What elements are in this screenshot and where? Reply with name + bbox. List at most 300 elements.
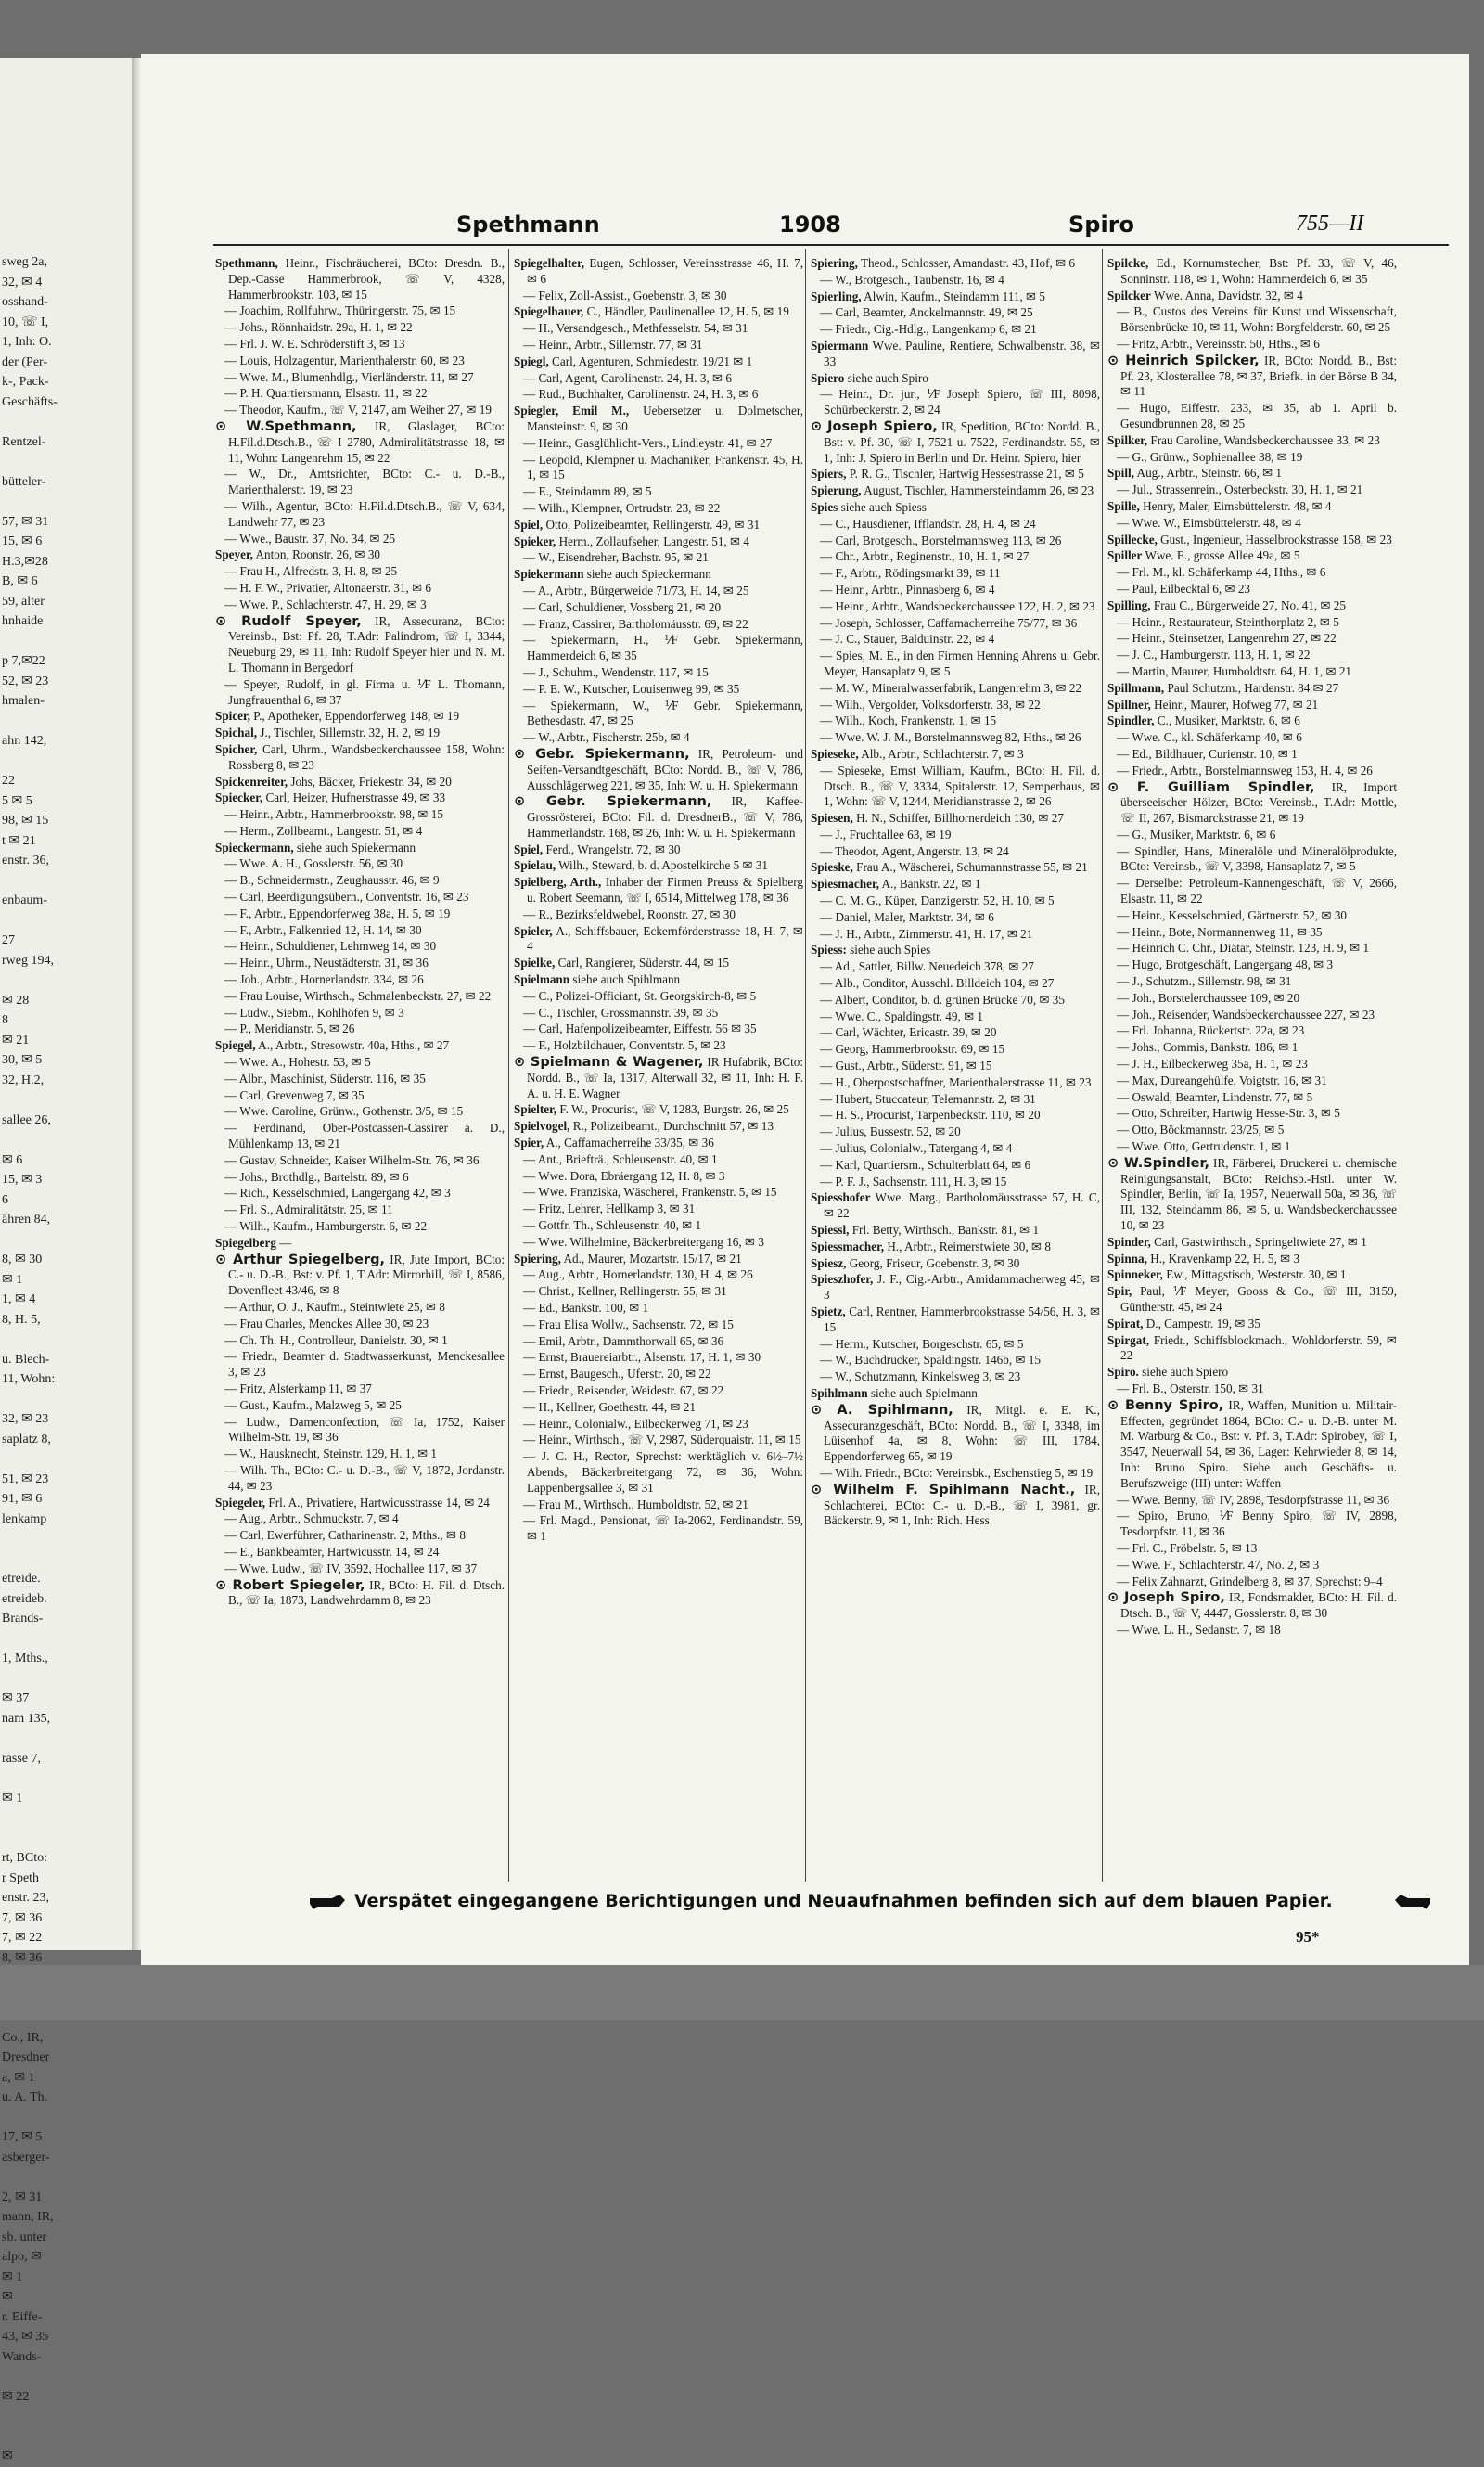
fragment-line: 2, ✉ 31: [2, 2190, 43, 2204]
entry-details: P., Meridianstr. 5, ✉ 26: [239, 1021, 355, 1036]
entry-details: Rud., Buchhalter, Carolinenstr. 24, H. 3, ✉ 6: [538, 387, 759, 402]
fragment-line: 43, ✉ 35: [2, 2330, 49, 2344]
entry-surname: Spieseke,: [811, 746, 859, 761]
entry-details: IR, Jute Import, BCto: C.- u. D.-B., Bst: v. Pf. 1, T.Adr: Mirrorhill, ☏ I, 8586, Dovenfleet 43/46, ✉ 8: [228, 1252, 505, 1298]
directory-entry: — Heinr., Restaurateur, Steinthorplatz 2, ✉ 5: [1117, 614, 1339, 629]
directory-entry: [811, 811, 1100, 827]
directory-entry: [811, 371, 1100, 387]
entry-details: Fritz, Lehrer, Hellkamp 3, ✉ 31: [538, 1201, 696, 1216]
entry-surname: Spinna,: [1107, 1251, 1147, 1266]
directory-entry: — Carl, Hafenpolizeibeamter, Eiffestr. 56 ✉ 35: [523, 1021, 757, 1036]
directory-entry: — Carl, Agent, Carolinenstr. 24, H. 3, ✉ 6: [523, 370, 732, 385]
entry-details: Heinr., Arbtr., Pinnasberg 6, ✉ 4: [835, 582, 995, 597]
entry-details: Wwe. Wilhelmine, Bäckerbreitergang 16, ✉ 3: [538, 1234, 764, 1249]
entry-surname: Spiegelhauer,: [514, 304, 584, 319]
directory-entry: — Wilh. Th., BCto: C.- u. D.-B., ☏ V, 1872, Jordanstr. 44, ✉ 23: [224, 1462, 505, 1493]
directory-entry: [811, 483, 1100, 499]
directory-entry: [811, 1403, 1100, 1465]
directory-entry: — F., Arbtr., Rödingsmarkt 39, ✉ 11: [820, 566, 1001, 581]
entry-details: Frl. Johanna, Rückertstr. 22a, ✉ 23: [1132, 1023, 1305, 1038]
entry-details: Martin, Maurer, Humboldtstr. 64, H. 1, ✉ 21: [1132, 663, 1352, 678]
entry-details: Johs., Rönnhaidstr. 29a, H. 1, ✉ 22: [239, 320, 413, 335]
entry-details: Wwe. E., grosse Allee 49a, ✉ 5: [1145, 548, 1300, 563]
entry-surname: Spilcker: [1107, 288, 1151, 302]
entry-details: Wwe. P., Schlachterstr. 47, H. 29, ✉ 3: [239, 597, 427, 611]
firm-name: ⊙ Spielmann & Wagener,: [514, 1055, 704, 1071]
entry-details: Frau Louise, Wirthsch., Schmalenbeckstr. 27, ✉ 22: [239, 988, 492, 1003]
directory-entry: [1107, 681, 1397, 697]
directory-entry: — Heinr., Arbtr., Hammerbrookstr. 98, ✉ 15: [224, 807, 443, 822]
directory-entry: — Wwe. P., Schlachterstr. 47, H. 29, ✉ 3: [224, 597, 427, 611]
entry-details: Friedr., Schiffsblockmach., Wohldorferstr. 59, ✉ 22: [1120, 1332, 1397, 1363]
directory-entry: — Ferdinand, Ober-Postcassen-Cassirer a. D., Mühlenkamp 13, ✉ 21: [224, 1121, 505, 1151]
entry-details: Georg, Friseur, Goebenstr. 3, ✉ 30: [849, 1255, 1020, 1270]
entry-details: Frl. J. W. E. Schröderstift 3, ✉ 13: [239, 336, 405, 351]
entry-details: IR, Fondsmakler, BCto: H. Fil. d. Dtsch. B., ☏ V, 4447, Gosslerstr. 8, ✉ 30: [1120, 1590, 1397, 1621]
fragment-line: ✉ 1: [2, 2269, 23, 2284]
entry-details: Arthur, O. J., Kaufm., Steintwiete 25, ✉ 8: [238, 1300, 445, 1314]
fragment-line: 98, ✉ 15: [2, 814, 49, 828]
entry-details: Gust., Kaufm., Malzweg 5, ✉ 25: [239, 1397, 402, 1412]
fragment-line: 22: [2, 774, 15, 788]
fragment-line: 8, ✉ 30: [2, 1253, 43, 1266]
fragment-line: lenkamp: [2, 1511, 47, 1526]
directory-entry: [1107, 698, 1397, 713]
fragment-line: enbaum-: [2, 893, 47, 907]
directory-entry: — H., Oberpostschaffner, Marienthalerstrasse 11, ✉ 23: [820, 1074, 1092, 1089]
fragment-line: [2, 1090, 128, 1111]
entry-surname: Spichal,: [215, 726, 258, 740]
directory-entry: — Martin, Maurer, Humboldtstr. 64, H. 1, ✉ 21: [1117, 663, 1352, 678]
directory-entry: — Wwe. L. H., Sedanstr. 7, ✉ 18: [1117, 1622, 1281, 1637]
entry-details: Karl, Quartiersm., Schulterblatt 64, ✉ 6: [835, 1157, 1031, 1172]
fragment-line: 10, ☏ I,: [2, 315, 49, 329]
directory-entry: — Friedr., Arbtr., Borstelmannsweg 153, H. 4, ✉ 26: [1117, 763, 1373, 777]
entry-details: Herm., Zollaufseher, Langestr. 51, ✉ 4: [558, 533, 749, 548]
entry-details: E., Bankbeamter, Hartwicusstr. 14, ✉ 24: [239, 1544, 440, 1559]
entry-details: Frau C., Bürgerweide 27, No. 41, ✉ 25: [1153, 597, 1346, 612]
entry-surname: Spinneker,: [1107, 1267, 1163, 1282]
entry-details: Joh., Arbtr., Hornerlandstr. 334, ✉ 26: [239, 972, 424, 987]
directory-entry: — Rich., Kesselschmied, Langergang 42, ✉ 3: [224, 1186, 451, 1201]
footer-note: Verspätet eingegangene Berichtigungen und Neuaufnahmen befinden sich auf dem blauen Papier.: [354, 1891, 1333, 1911]
entry-surname: Spillmann,: [1107, 680, 1165, 695]
entry-details: Gottfr. Th., Schleusenstr. 40, ✉ 1: [538, 1218, 702, 1233]
entry-details: Heinr., Wirthsch., ☏ V, 2987, Süderquaistr. 11, ✉ 15: [538, 1433, 801, 1447]
directory-entry: [1107, 713, 1397, 729]
entry-details: siehe auch Spiekermann: [296, 840, 416, 854]
directory-entry: — J., Schuhm., Wendenstr. 117, ✉ 15: [523, 664, 709, 679]
entry-surname: Spiers,: [811, 467, 847, 482]
directory-entry: — Frau M., Wirthsch., Humboldtstr. 52, ✉ 21: [523, 1497, 748, 1511]
fragment-line: 6: [2, 1192, 8, 1207]
fragment-line: 52, ✉ 23: [2, 674, 49, 688]
directory-entry: — Ludw., Damenconfection, ☏ Ia, 1752, Kaiser Wilhelm-Str. 19, ✉ 36: [224, 1414, 505, 1445]
entry-details: siehe auch Spiero: [1142, 1365, 1229, 1380]
directory-entry: — Ch. Th. H., Controlleur, Danielstr. 30, ✉ 1: [224, 1332, 448, 1347]
fragment-line: r Speth: [2, 1870, 40, 1885]
directory-entry: — Hugo, Brotgeschäft, Langergang 48, ✉ 3: [1117, 957, 1334, 972]
entry-surname: Spiegelhalter,: [514, 256, 585, 270]
directory-entry: — Herm., Zollbeamt., Langestr. 51, ✉ 4: [224, 823, 423, 838]
directory-entry: — E., Bankbeamter, Hartwicusstr. 14, ✉ 24: [224, 1544, 440, 1559]
directory-entry: — Paul, Eilbecktal 6, ✉ 23: [1117, 581, 1251, 596]
directory-entry: — Fritz, Lehrer, Hellkamp 3, ✉ 31: [523, 1201, 696, 1216]
fragment-line: 32, ✉ 23: [2, 1412, 49, 1426]
entry-details: Spindler, Hans, Mineralöle und Mineralölprodukte, BCto: Vereinsb., ☏ V, 3398, Hansaplatz 7, ✉ 5: [1120, 843, 1398, 874]
entry-details: Uebersetzer u. Dolmetscher, Mansteinstr. 9, ✉ 30: [527, 404, 803, 433]
directory-entry: — Felix, Zoll-Assist., Goebenstr. 3, ✉ 30: [523, 288, 727, 302]
entry-details: W., Schutzmann, Kinkelsweg 3, ✉ 23: [835, 1369, 1021, 1384]
directory-entry: [215, 709, 505, 725]
entry-details: IR, Schlachterei, BCto: C.- u. D.-B., ☏ I, 3981, gr. Bäckerstr. 9, ✉ 1, Inh: Rich. Hess: [824, 1482, 1100, 1528]
entry-details: IR, Import überseeischer Hölzer, BCto: Vereinsb., T.Adr: Mottle, ☏ II, 267, Bismarckstrasse 21, ✉ 19: [1120, 779, 1398, 826]
entry-surname: Spielke,: [514, 956, 556, 970]
entry-details: Wilh., Koch, Frankenstr. 1, ✉ 15: [835, 713, 997, 728]
entry-details: Anton, Roonstr. 26, ✉ 30: [255, 547, 381, 562]
entry-details: Carl, Hafenpolizeibeamter, Eiffestr. 56 ✉ 35: [538, 1021, 757, 1036]
entry-surname: Spihlmann: [811, 1385, 868, 1400]
entry-details: Wwe. C., Spaldingstr. 49, ✉ 1: [835, 1009, 984, 1023]
directory-entry: [811, 256, 1100, 272]
entry-details: Heinr., Colonialw., Eilbeckerweg 71, ✉ 23: [538, 1416, 748, 1431]
directory-entry: — Joh., Reisender, Wandsbeckerchaussee 227, ✉ 23: [1117, 1007, 1375, 1021]
entry-details: siehe auch Spieckermann: [586, 567, 711, 582]
entry-surname: Spilcke,: [1107, 256, 1149, 270]
entry-details: H., Arbtr., Reimerstwiete 30, ✉ 8: [887, 1239, 1051, 1253]
entry-details: Ant., Briefträ., Schleusenstr. 40, ✉ 1: [537, 1151, 718, 1166]
directory-entry: — Spiekermann, W., ⅟F Gebr. Spiekermann, Bethesdastr. 47, ✉ 25: [523, 698, 803, 728]
directory-entry: [811, 289, 1100, 305]
entry-surname: Spicer,: [215, 709, 250, 724]
entry-details: Ernst, Baugesch., Uferstr. 20, ✉ 22: [538, 1367, 711, 1381]
entry-details: Friedr., Reisender, Weidestr. 67, ✉ 22: [538, 1382, 724, 1397]
entry-surname: Spieker,: [514, 533, 556, 548]
directory-entry: — Heinr., Gasglühlicht-Vers., Lindleystr. 41, ✉ 27: [523, 435, 773, 450]
directory-entry: [215, 1496, 505, 1511]
header-rule: [213, 244, 1449, 246]
entry-details: IR, BCto: H. Fil. d. Dtsch. B., ☏ Ia, 1873, Landwehrdamm 8, ✉ 23: [228, 1577, 505, 1608]
entry-details: Carl, Wächter, Ericastr. 39, ✉ 20: [835, 1025, 997, 1040]
fragment-line: ✉ 6: [2, 1152, 23, 1167]
entry-details: Heinr., Bote, Normannenweg 11, ✉ 35: [1132, 924, 1323, 939]
entry-details: F., Arbtr., Rödingsmarkt 39, ✉ 11: [835, 566, 1001, 581]
directory-entry: [1107, 1252, 1397, 1267]
fragment-line: k-, Pack-: [2, 375, 49, 389]
directory-entry: — Friedr., Beamter d. Stadtwasserkunst, Menckesallee 3, ✉ 23: [224, 1349, 505, 1380]
fragment-line: Wands-: [2, 2349, 42, 2364]
directory-entry: — Ludw., Siebm., Kohlhöfen 9, ✉ 3: [224, 1005, 404, 1020]
entry-details: Friedr., Arbtr., Borstelmannsweg 153, H. 4, ✉ 26: [1132, 763, 1373, 777]
entry-details: Carl, Uhrm., Wandsbeckerchaussee 158, Wohn: Rossberg 8, ✉ 23: [228, 741, 505, 772]
entry-details: A., Bankstr. 22, ✉ 1: [881, 877, 981, 892]
entry-details: W., Arbtr., Fischerstr. 25b, ✉ 4: [538, 730, 690, 745]
fragment-line: 8: [2, 1013, 8, 1027]
directory-entry: — Chr., Arbtr., Reginenstr., 10, H. 1, ✉ 27: [820, 549, 1030, 564]
fragment-line: [2, 1230, 128, 1251]
fragment-line: [2, 1829, 128, 1849]
firm-name: ⊙ A. Spihlmann,: [811, 1402, 953, 1418]
previous-page-fragments: [2, 252, 128, 2467]
entry-surname: Spierling,: [811, 289, 862, 303]
fragment-line: ahn 142,: [2, 734, 47, 748]
entry-surname: Spiero: [811, 370, 845, 385]
entry-details: Carl, Rentner, Hammerbrookstrasse 54/56, H. 3, ✉ 15: [824, 1304, 1100, 1334]
directory-entry: — J. C., Stauer, Balduinstr. 22, ✉ 4: [820, 632, 995, 647]
entry-surname: Spielberg, Arth.,: [514, 875, 602, 890]
directory-entry: — Emil, Arbtr., Dammthorwall 65, ✉ 36: [523, 1333, 724, 1348]
entry-details: Julius, Colonialw., Tatergang 4, ✉ 4: [835, 1141, 1013, 1156]
entry-details: Julius, Bussestr. 52, ✉ 20: [835, 1124, 961, 1139]
directory-entry: [811, 500, 1100, 516]
entry-details: Theodor, Kaufm., ☏ V, 2147, am Weiher 27, ✉ 19: [239, 403, 492, 418]
directory-entry: [1107, 353, 1397, 400]
directory-entry: — Wwe. F., Schlachterstr. 47, No. 2, ✉ 3: [1117, 1557, 1320, 1572]
entry-details: A., Arbtr., Bürgerweide 71/73, H. 14, ✉ 25: [537, 583, 749, 597]
directory-entry: [215, 419, 505, 466]
directory-entry: — Wwe. W., Eimsbüttelerstr. 48, ✉ 4: [1117, 515, 1301, 530]
directory-entry: — H. S., Procurist, Tarpenbeckstr. 110, ✉ 20: [820, 1108, 1041, 1123]
fragment-line: [2, 1390, 128, 1410]
directory-entry: — Frl. Johanna, Rückertstr. 22a, ✉ 23: [1117, 1023, 1305, 1038]
entry-details: J. C., Stauer, Balduinstr. 22, ✉ 4: [835, 632, 995, 647]
entry-surname: Spiering,: [811, 256, 858, 270]
entry-details: H., Kravenkamp 22, H. 5, ✉ 3: [1150, 1251, 1300, 1266]
entry-details: Herm., Kutscher, Borgeschstr. 65, ✉ 5: [835, 1336, 1024, 1351]
entry-surname: Spiro.: [1107, 1365, 1139, 1380]
fragment-line: [2, 970, 128, 991]
entry-details: J., Schuhm., Wendenstr. 117, ✉ 15: [538, 664, 709, 679]
fragment-line: [2, 1768, 128, 1789]
page-number: 755—II: [1296, 212, 1364, 236]
fragment-line: u. A. Th.: [2, 2090, 48, 2104]
entry-details: C., Hausdiener, Ifflandstr. 28, H. 4, ✉ 24: [835, 516, 1036, 531]
previous-page-edge: [0, 58, 132, 2463]
entry-details: Friedr., Beamter d. Stadtwasserkunst, Menckesallee 3, ✉ 23: [228, 1349, 505, 1380]
entry-details: Carl, Agent, Carolinenstr. 24, H. 3, ✉ 6: [538, 370, 732, 385]
entry-details: C. M. G., Küper, Danzigerstr. 52, H. 10, ✉ 5: [835, 893, 1055, 908]
entry-details: Heinrich C. Chr., Diätar, Steinstr. 123, H. 9, ✉ 1: [1132, 941, 1370, 956]
fragment-line: [2, 492, 128, 512]
entry-details: Hugo, Brotgeschäft, Langergang 48, ✉ 3: [1132, 957, 1334, 972]
entry-details: Wwe. Benny, ☏ IV, 2898, Tesdorpfstrasse 11, ✉ 36: [1132, 1492, 1390, 1507]
directory-entry: [215, 1236, 505, 1252]
entry-surname: Spiegel,: [215, 1038, 256, 1053]
entry-details: G., Grünw., Sophienallee 38, ✉ 19: [1132, 449, 1303, 464]
entry-details: siehe auch Spielmann: [870, 1385, 978, 1400]
entry-details: Frl. S., Admiralitätstr. 25, ✉ 11: [239, 1202, 393, 1217]
entry-surname: Spilker,: [1107, 432, 1148, 447]
directory-entry: [811, 1272, 1100, 1304]
fragment-line: t ✉ 21: [2, 833, 36, 848]
fragment-line: sallee 26,: [2, 1112, 51, 1127]
entry-details: C., Händler, Paulinenallee 12, H. 5, ✉ 19: [586, 304, 789, 319]
directory-entry: [514, 1119, 803, 1135]
directory-entry: — J., Fruchtallee 63, ✉ 19: [820, 827, 952, 842]
fragment-line: a, ✉ 1: [2, 2070, 35, 2085]
fragment-line: ✉ 21: [2, 1033, 30, 1047]
entry-details: Alwin, Kaufm., Steindamm 111, ✉ 5: [864, 289, 1045, 303]
directory-entry: — H., Kellner, Goethestr. 44, ✉ 21: [523, 1399, 696, 1414]
fragment-line: 15, ✉ 3: [2, 1173, 43, 1187]
directory-entry: — Ed., Bildhauer, Curienstr. 10, ✉ 1: [1117, 746, 1298, 761]
entry-details: Wilh. Friedr., BCto: Vereinsbk., Eschenstieg 5, ✉ 19: [835, 1465, 1094, 1480]
entry-details: Paul, ⅟F Meyer, Gooss & Co., ☏ III, 3159, Güntherstr. 45, ✉ 24: [1120, 1284, 1397, 1314]
entry-details: W., Dr., Amtsrichter, BCto: C.- u. D.-B., Marienthalerstr. 19, ✉ 23: [228, 467, 505, 497]
directory-entry: — Wwe. M., Blumenhdlg., Vierländerstr. 11, ✉ 27: [224, 369, 474, 384]
fragment-line: Co., IR,: [2, 2030, 44, 2045]
entry-details: Derselbe: Petroleum-Kannengeschäft, ☏ V, 2666, Elsastr. 11, ✉ 22: [1120, 876, 1398, 906]
directory-entry: [1107, 1333, 1397, 1365]
entry-surname: Spieszhofer,: [811, 1272, 874, 1287]
directory-entry: — A., Arbtr., Bürgerweide 71/73, H. 14, ✉ 25: [523, 583, 749, 597]
fragment-line: [2, 1728, 128, 1749]
entry-details: F., Arbtr., Eppendorferweg 38a, H. 5, ✉ 19: [239, 906, 451, 920]
entry-surname: Spielmann: [514, 972, 570, 987]
entry-details: Gustav, Schneider, Kaiser Wilhelm-Str. 76, ✉ 36: [239, 1152, 480, 1167]
entry-surname: Spiess:: [811, 943, 847, 957]
pointing-hand-icon: [308, 1893, 347, 1909]
entry-details: Paul Schutzm., Hardenstr. 84 ✉ 27: [1167, 680, 1339, 695]
directory-entry: — Wwe. Ludw., ☏ IV, 3592, Hochallee 117, ✉ 37: [224, 1561, 478, 1575]
directory-entry: [215, 256, 505, 302]
fragment-line: p 7,✉22: [2, 654, 45, 668]
directory-entry: — F., Holzbildhauer, Conventstr. 5, ✉ 23: [523, 1038, 726, 1053]
directory-entry: — Otto, Böckmannstr. 23/25, ✉ 5: [1117, 1123, 1285, 1137]
directory-entry: — Frl. B., Osterstr. 150, ✉ 31: [1117, 1381, 1264, 1395]
directory-entry: — W., Buchdrucker, Spaldingstr. 146b, ✉ 15: [820, 1353, 1041, 1368]
entry-details: Gust., Arbtr., Süderstr. 91, ✉ 15: [835, 1059, 992, 1073]
entry-details: IR, Glaslager, BCto: H.Fil.d.Dtsch.B., ☏ I 2780, Admiralitätstrasse 18, ✉ 11, Wohn: Langenrehm 15, ✉ 22: [228, 418, 505, 465]
entry-details: Frau Elisa Wollw., Sachsenstr. 72, ✉ 15: [538, 1317, 734, 1331]
entry-surname: Spierung,: [811, 483, 862, 498]
directory-entry: — Wwe. C., kl. Schäferkamp 40, ✉ 6: [1117, 730, 1302, 745]
entry-surname: Spiel,: [514, 517, 544, 532]
entry-details: Aug., Arbtr., Schmuckstr. 7, ✉ 4: [238, 1511, 399, 1526]
directory-entry: — Wwe. Otto, Gertrudenstr. 1, ✉ 1: [1117, 1139, 1291, 1154]
directory-column-1: [215, 256, 505, 1610]
scan-background: [0, 1965, 1484, 2020]
directory-entry: [811, 467, 1100, 482]
directory-entry: — Carl, Grevenweg 7, ✉ 35: [224, 1087, 365, 1102]
directory-entry: — Julius, Bussestr. 52, ✉ 20: [820, 1124, 961, 1139]
directory-entry: [811, 1190, 1100, 1222]
entry-details: Christ., Kellner, Rellingerstr. 55, ✉ 31: [538, 1284, 727, 1299]
entry-surname: Spinder,: [1107, 1234, 1151, 1249]
directory-entry: — Wwe. C., Spaldingstr. 49, ✉ 1: [820, 1009, 984, 1023]
directory-entry: — Gustav, Schneider, Kaiser Wilhelm-Str. 76, ✉ 36: [224, 1152, 480, 1167]
entry-details: B., Schneidermstr., Zeughausstr. 46, ✉ 9: [239, 873, 440, 888]
directory-entry: — H. F. W., Privatier, Altonaerstr. 31, ✉ 6: [224, 580, 432, 595]
fragment-line: [2, 2367, 128, 2387]
column-divider: [805, 249, 806, 1882]
directory-entry: [1107, 1235, 1397, 1251]
directory-entry: [215, 775, 505, 790]
entry-details: D., Campestr. 19, ✉ 35: [1145, 1316, 1260, 1330]
entry-details: J., Fruchtallee 63, ✉ 19: [835, 827, 952, 842]
fragment-line: 57, ✉ 31: [2, 514, 49, 529]
entry-details: Wwe. Franziska, Wäscherei, Frankenstr. 5, ✉ 15: [538, 1185, 777, 1200]
directory-entry: — Gust., Arbtr., Süderstr. 91, ✉ 15: [820, 1059, 992, 1073]
entry-details: Frl. A., Privatiere, Hartwicusstrasse 14, ✉ 24: [268, 1495, 490, 1510]
entry-details: IR, BCto: Nordd. B., Bst: Pf. 23, Klosterallee 78, ✉ 37, Briefk. in der Börse B 34, ✉ 11: [1120, 353, 1398, 399]
directory-entry: [1107, 256, 1397, 288]
entry-details: M. W., Mineralwasserfabrik, Langenrehm 3, ✉ 22: [835, 680, 1082, 695]
entry-details: Heinr., Kesselschmied, Gärtnerstr. 52, ✉ 30: [1132, 907, 1348, 922]
directory-entry: [514, 534, 803, 550]
fragment-line: 5 ✉ 5: [2, 793, 32, 808]
entry-details: August, Tischler, Hammersteindamm 26, ✉ 23: [864, 483, 1094, 498]
directory-entry: [1107, 548, 1397, 564]
entry-details: Frl. Betty, Wirthsch., Bankstr. 81, ✉ 1: [851, 1223, 1040, 1238]
entry-surname: Spiering,: [514, 1251, 561, 1266]
entry-details: Ed., Bildhauer, Curienstr. 10, ✉ 1: [1132, 746, 1298, 761]
directory-entry: — P., Meridianstr. 5, ✉ 26: [224, 1021, 355, 1036]
directory-entry: — Aug., Arbtr., Schmuckstr. 7, ✉ 4: [224, 1511, 399, 1526]
directory-entry: — Joseph, Schlosser, Caffamacherreihe 75/77, ✉ 36: [820, 615, 1078, 630]
directory-entry: — Albert, Conditor, b. d. grünen Brücke 70, ✉ 35: [820, 992, 1065, 1007]
entry-surname: Spiegler, Emil M.,: [514, 404, 630, 418]
directory-entry: — Julius, Colonialw., Tatergang 4, ✉ 4: [820, 1141, 1013, 1156]
directory-entry: — Spindler, Hans, Mineralöle und Mineralölprodukte, BCto: Vereinsb., ☏ V, 3398, Hansaplatz 7, ✉ 5: [1117, 843, 1398, 874]
entry-details: Eugen, Schlosser, Vereinsstrasse 46, H. 7, ✉ 6: [527, 256, 804, 286]
directory-entry: — M. W., Mineralwasserfabrik, Langenrehm 3, ✉ 22: [820, 680, 1082, 695]
directory-entry: — Frau Louise, Wirthsch., Schmalenbeckstr. 27, ✉ 22: [224, 988, 492, 1003]
fragment-line: etreideb.: [2, 1591, 47, 1606]
entry-details: F., Arbtr., Falkenried 12, H. 14, ✉ 30: [239, 922, 422, 937]
entry-details: Albert, Conditor, b. d. grünen Brücke 70, ✉ 35: [834, 992, 1065, 1007]
entry-details: C., Musiker, Marktstr. 6, ✉ 6: [1157, 713, 1300, 728]
entry-details: Ed., Kornumstecher, Bst: Pf. 33, ☏ V, 46, Sonninstr. 118, ✉ 1, Wohn: Hammerdeich 6, ✉ 35: [1120, 256, 1397, 286]
directory-entry: [1107, 289, 1397, 304]
entry-details: Wilh., Steward, b. d. Apostelkirche 5 ✉ 31: [558, 858, 769, 873]
directory-entry: — Wwe. Benny, ☏ IV, 2898, Tesdorpfstrasse 11, ✉ 36: [1117, 1492, 1390, 1507]
entry-details: Louis, Holzagentur, Marienthalerstr. 60, ✉ 23: [239, 353, 465, 367]
fragment-line: [2, 1130, 128, 1150]
directory-entry: — Heinr., Wirthsch., ☏ V, 2987, Süderquaistr. 11, ✉ 15: [523, 1433, 801, 1447]
directory-entry: — Gottfr. Th., Schleusenstr. 40, ✉ 1: [523, 1218, 702, 1233]
entry-details: P. H. Quartiersmann, Elsastr. 11, ✉ 22: [239, 386, 428, 401]
directory-entry: [811, 1483, 1100, 1529]
directory-entry: — C., Polizei-Officiant, St. Georgskirch-8, ✉ 5: [523, 988, 757, 1003]
directory-entry: — Wwe. Franziska, Wäscherei, Frankenstr. 5, ✉ 15: [523, 1185, 777, 1200]
fragment-line: rasse 7,: [2, 1751, 41, 1766]
fragment-line: ✉ 22: [2, 2389, 30, 2404]
directory-entry: [1107, 1398, 1397, 1492]
fragment-line: 8, ✉ 36: [2, 1950, 43, 1965]
entry-details: Joh., Reisender, Wandsbeckerchaussee 227, ✉ 23: [1132, 1007, 1375, 1021]
entry-details: Oswald, Beamter, Lindenstr. 77, ✉ 5: [1132, 1089, 1313, 1104]
directory-entry: — Aug., Arbtr., Hornerlandstr. 130, H. 4, ✉ 26: [523, 1267, 753, 1282]
directory-entry: — B., Custos des Vereins für Kunst und Wissenschaft, Börsenbrücke 10, ✉ 11, Wohn: Borgfelderstr. 60, ✉ 25: [1117, 304, 1397, 335]
directory-entry: [514, 1136, 803, 1151]
entry-surname: Spielau,: [514, 858, 556, 873]
entry-surname: Spieler,: [514, 923, 553, 938]
entry-surname: Spiessl,: [811, 1223, 850, 1238]
fragment-line: 32, H.2,: [2, 1073, 45, 1087]
entry-surname: Spindler,: [1107, 713, 1155, 728]
firm-name: ⊙ Joseph Spiro,: [1107, 1590, 1225, 1606]
directory-entry: — G., Musiker, Marktstr. 6, ✉ 6: [1117, 827, 1276, 842]
fragment-line: [2, 2427, 128, 2448]
directory-entry: — Wwe. A. H., Gosslerstr. 56, ✉ 30: [224, 856, 403, 871]
entry-surname: Spiesz,: [811, 1255, 847, 1270]
entry-details: Ferd., Wrangelstr. 72, ✉ 30: [545, 842, 681, 856]
directory-entry: — Arthur, O. J., Kaufm., Steintwiete 25, ✉ 8: [224, 1300, 445, 1314]
directory-entry: — Joh., Borstelerchaussee 109, ✉ 20: [1117, 990, 1300, 1005]
entry-details: G., Musiker, Marktstr. 6, ✉ 6: [1132, 827, 1276, 842]
entry-surname: Speyer,: [215, 547, 253, 562]
